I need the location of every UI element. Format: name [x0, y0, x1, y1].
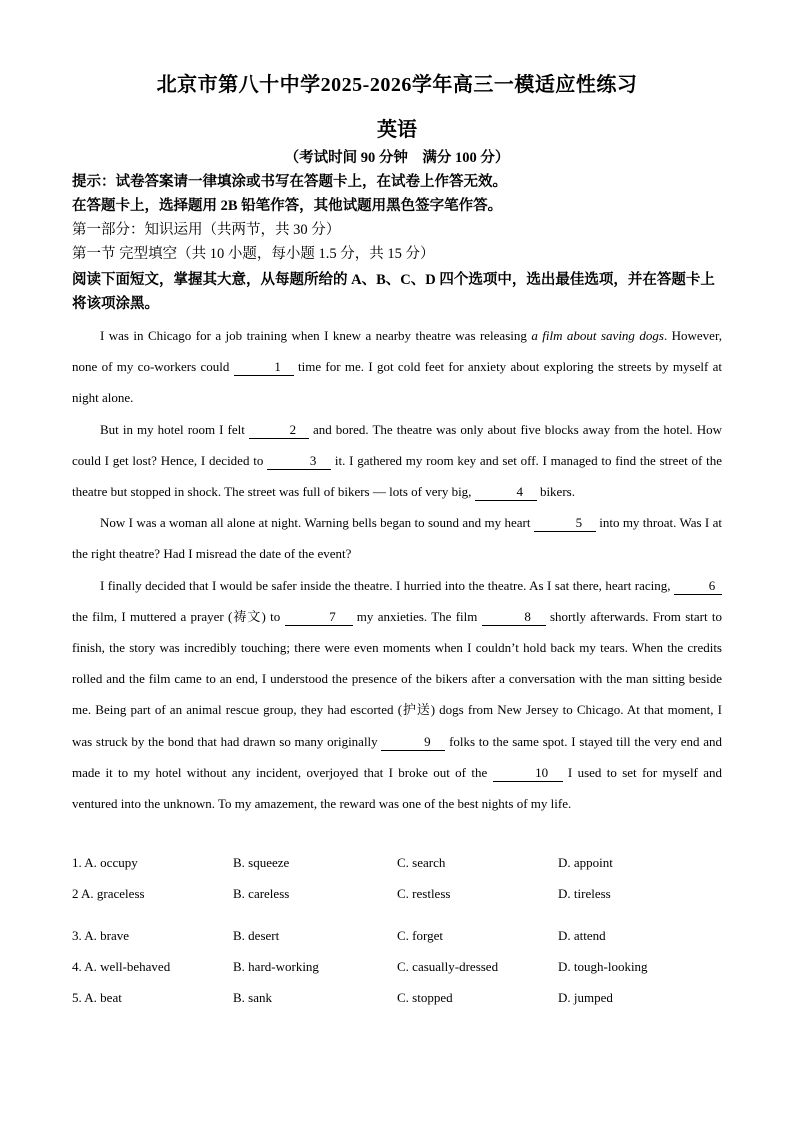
option-a: 1. A. occupy	[72, 855, 138, 870]
passage-paragraph-2: But in my hotel room I felt 2 and bored. The theatre was only about five blocks away from the hotel. How could I get lost? Hence, I decided to 3 it. I gathered my room key and set off. I managed to find the street of the theatre but stopped in shock. The street was full of bikers — lots of very big, 4 bikers.	[72, 421, 722, 500]
blank-1: 1	[234, 359, 294, 376]
section-heading: 第一节 完型填空（共 10 小题，每小题 1.5 分，共 15 分）	[72, 246, 435, 262]
cloze-passage	[72, 320, 722, 819]
blank-8: 8	[482, 609, 546, 626]
option-d: D. appoint	[558, 855, 613, 870]
blank-7: 7	[285, 609, 353, 626]
option-b: B. sank	[233, 990, 272, 1005]
blank-10: 10	[493, 765, 563, 782]
option-d: D. tireless	[558, 886, 611, 901]
option-a: 3. A. brave	[72, 928, 130, 943]
option-b: B. desert	[233, 928, 280, 943]
question-row	[72, 959, 732, 979]
option-c: C. forget	[397, 928, 443, 943]
option-a: 5. A. beat	[72, 990, 122, 1005]
option-c: C. restless	[397, 886, 451, 901]
option-b: B. careless	[233, 886, 290, 901]
option-c: C. stopped	[397, 990, 453, 1005]
direction-text: 阅读下面短文，掌握其大意，从每题所给的 A、B、C、D 四个选项中，选出最佳选项，并在答题卡上将该项涂黑。	[72, 272, 715, 312]
passage-paragraph-4: I finally decided that I would be safer inside the theatre. I hurried into the theatre. As I sat there, heart racing, 6 the film, I muttered a prayer (祷文) to 7 my anxieties. The film 8 shortly afterwards. From start to finish, the story was incredibly touching; there were even moments when I couldn’t hold back my tears. When the credits rolled and the film came to an end, I understood the presence of the bikers after a conversation with the man sitting beside me. Being part of an animal rescue group, they had escorted (护送) dogs from New Jersey to Chicago. At that moment, I was struck by the bond that had drawn so many originally 9 folks to the same spot. I stayed till the very end and made it to my hotel without any incident, overjoyed that I broke out of the 10 I used to set for myself and ventured into the unknown. To my amazement, the reward was one of the best nights of my life.	[72, 577, 723, 812]
blank-4: 4	[475, 484, 537, 501]
passage-paragraph-3: Now I was a woman all alone at night. Warning bells began to sound and my heart 5 into my throat. Was I at the right theatre? Had I misread the date of the event?	[72, 515, 722, 562]
option-c: C. search	[397, 855, 446, 870]
blank-3: 3	[267, 453, 331, 470]
blank-9: 9	[381, 734, 445, 751]
question-row	[72, 990, 732, 1010]
film-title-italic: a film about saving dogs	[531, 328, 664, 343]
option-c: C. casually-dressed	[397, 959, 499, 974]
option-a: 4. A. well-behaved	[72, 959, 171, 974]
instruction-line-1: 提示：试卷答案请一律填涂或书写在答题卡上，在试卷上作答无效。	[72, 174, 507, 190]
option-b: B. squeeze	[233, 855, 290, 870]
option-b: B. hard-working	[233, 959, 319, 974]
blank-6: 6	[674, 578, 722, 595]
option-d: D. jumped	[558, 990, 613, 1005]
blank-5: 5	[534, 515, 596, 532]
instruction-line-2: 在答题卡上，选择题用 2B 铅笔作答，其他试题用黑色签字笔作答。	[72, 198, 503, 214]
question-row	[72, 886, 732, 906]
subject-heading: 英语	[377, 119, 417, 141]
passage-paragraph-1: I was in Chicago for a job training when I knew a nearby theatre was releasing a film about saving dogs. However, none of my co-workers could 1 time for me. I got cold feet for anxiety about exploring the streets by myself at night alone.	[72, 328, 723, 406]
option-a: 2 A. graceless	[72, 886, 145, 901]
blank-2: 2	[249, 422, 309, 439]
exam-title: 北京市第八十中学2025-2026学年高三一模适应性练习	[156, 74, 638, 96]
part-heading: 第一部分：知识运用（共两节，共 30 分）	[72, 222, 341, 238]
question-row	[72, 855, 732, 875]
option-d: D. tough-looking	[558, 959, 648, 974]
question-row	[72, 928, 732, 948]
exam-info: （考试时间 90 分钟 满分 100 分）	[284, 150, 510, 166]
option-d: D. attend	[558, 928, 606, 943]
